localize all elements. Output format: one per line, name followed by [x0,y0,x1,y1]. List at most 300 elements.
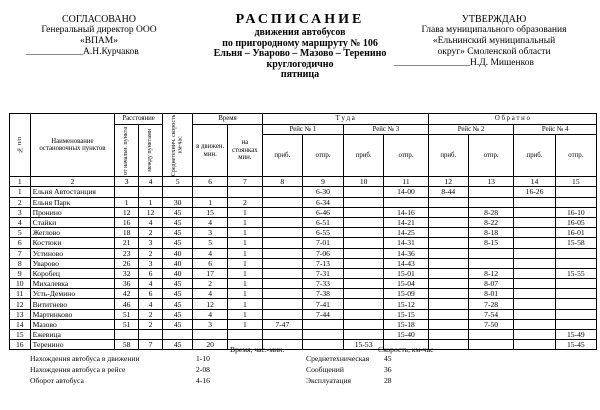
table-cell [428,289,468,299]
table-cell [162,330,192,340]
agreed-line-2: «ВПАМ» [79,36,118,46]
footer-s3-value: 28 [384,376,392,385]
table-cell: 45 [162,207,192,217]
table-cell: 4 [139,217,163,227]
table-cell: 7-54 [468,309,514,319]
table-row [10,289,597,299]
table-row [10,268,597,278]
table-cell: 2 [139,319,163,329]
table-cell [555,299,596,309]
table-cell [193,187,228,197]
stop-name-cell: Пронино [30,207,115,217]
table-cell [344,268,384,278]
table-cell: 6 [139,289,163,299]
table-cell: 15-04 [384,279,428,289]
table-cell: 8-15 [468,238,514,248]
stop-name-cell: Мартинково [30,309,115,319]
table-cell [514,217,555,227]
table-cell: 45 [162,238,192,248]
table-cell: 6 [193,258,228,268]
table-cell: 15-49 [555,330,596,340]
table-cell: 45 [162,217,192,227]
table-cell: 4 [139,279,163,289]
table-cell: 12 [10,299,31,309]
header-from-start: от начальн. пункта [115,125,139,177]
table-cell: 32 [115,268,139,278]
table-cell [428,268,468,278]
table-cell: 1 [228,309,263,319]
approve-line-3: округ» Смоленской области [437,47,551,57]
table-cell [555,279,596,289]
table-cell [428,207,468,217]
header-distance: Расстояние [115,114,163,125]
header-arr: приб. [344,135,384,177]
table-cell [428,228,468,238]
table-cell: 2 [139,309,163,319]
table-cell [262,217,302,227]
table-cell: 45 [162,299,192,309]
table-cell: 15-09 [384,289,428,299]
table-cell: 7-47 [262,319,302,329]
table-cell [344,289,384,299]
table-cell [139,187,163,197]
table-cell: 14-31 [384,238,428,248]
table-row [10,217,597,227]
table-cell: 6 [10,238,31,248]
table-cell: 20 [193,340,228,350]
table-cell: 4 [10,217,31,227]
table-cell: 8-12 [468,268,514,278]
table-cell [262,258,302,268]
footer-t1-label: Нахождения автобуса в движении [30,354,140,363]
table-cell [468,197,514,207]
table-cell: 3 [139,258,163,268]
header-dep: отпр. [555,135,596,177]
table-row [10,309,597,319]
table-cell: 1 [139,197,163,207]
table-cell: 7 [139,340,163,350]
table-cell: 15-53 [344,340,384,350]
table-cell: 9 [10,268,31,278]
table-cell [428,238,468,248]
subtitle-line-3: Ельня – Уварово – Мазово – Теренино [213,48,387,59]
header-back: О б р а т н о [428,114,596,125]
table-cell: 12 [115,207,139,217]
header-in-motion: в движен. мин. [193,125,228,177]
table-cell: 3 [139,238,163,248]
footer-t1-value: 1-10 [196,354,210,363]
table-cell: 15-18 [384,319,428,329]
table-cell: 15-45 [555,340,596,350]
table-cell [262,268,302,278]
table-cell [555,197,596,207]
header-dep: отпр. [384,135,428,177]
table-cell: 13 [10,309,31,319]
table-row [10,299,597,309]
table-cell: 1 [228,228,263,238]
table-cell [344,279,384,289]
table-cell [428,258,468,268]
stop-name-cell: Ежевица [30,330,115,340]
table-cell: 16-26 [514,187,555,197]
table-cell [514,248,555,258]
table-cell: 14-36 [384,248,428,258]
table-cell [514,238,555,248]
table-cell [228,187,263,197]
table-cell [514,299,555,309]
table-cell [514,309,555,319]
table-cell [344,309,384,319]
header-trip-2: Рейс № 2 [428,125,514,135]
table-cell: 40 [162,258,192,268]
table-row [10,330,597,340]
table-cell [468,330,514,340]
table-cell: 14-43 [384,258,428,268]
agreed-line-1: Генеральный директор ООО [41,25,157,35]
table-cell [262,309,302,319]
table-cell: 58 [115,340,139,350]
header-between: между пунктами [139,125,163,177]
table-cell [262,187,302,197]
table-cell: 11 [10,289,31,299]
table-cell [468,187,514,197]
table-cell: 7-31 [302,268,343,278]
table-cell: 2 [10,197,31,207]
table-cell: 14-21 [384,217,428,227]
schedule-table [9,113,597,350]
table-cell [302,330,343,340]
table-cell: 30 [162,197,192,207]
stop-name-cell: Ельня Автостанция [30,187,115,197]
table-cell [344,187,384,197]
table-cell: 15-01 [384,268,428,278]
table-cell: 6 [139,268,163,278]
table-cell: 7-13 [302,258,343,268]
header-dep: отпр. [302,135,343,177]
table-row [10,228,597,238]
table-cell: 16 [115,217,139,227]
table-cell: 8-18 [468,228,514,238]
table-cell: 51 [115,309,139,319]
table-cell: 7-33 [302,279,343,289]
table-cell [514,207,555,217]
table-cell [514,319,555,329]
header-stop-name: Наименование остановочных пунктов [30,114,115,177]
footer-s2-label: Сообщений [306,365,344,374]
table-cell: 16-01 [555,228,596,238]
table-cell [344,197,384,207]
table-cell: 7-38 [302,289,343,299]
table-row [10,248,597,258]
table-cell: 2 [139,248,163,258]
table-cell [468,340,514,350]
table-cell [514,289,555,299]
table-cell: 6-30 [302,187,343,197]
table-cell: 15 [10,330,31,340]
header-trip-4: Рейс № 4 [514,125,597,135]
table-cell: 14-16 [384,207,428,217]
table-cell: 15-58 [555,238,596,248]
table-cell: 1 [228,289,263,299]
table-cell: 6-34 [302,197,343,207]
table-cell [162,187,192,197]
table-cell [428,299,468,309]
table-cell: 45 [162,340,192,350]
table-cell: 1 [228,248,263,258]
table-cell [344,299,384,309]
table-cell [555,258,596,268]
table-cell: 15-40 [384,330,428,340]
table-cell: 8-28 [468,207,514,217]
table-cell: 2 [139,228,163,238]
table-cell [262,248,302,258]
table-cell: 7-50 [468,319,514,329]
table-cell [468,248,514,258]
table-cell: 6-55 [302,228,343,238]
footer-s2-value: 36 [384,365,392,374]
header-at-stops: на стоянках мин. [228,125,263,177]
table-row [10,319,597,329]
table-cell [262,197,302,207]
table-cell: 12 [139,207,163,217]
table-cell: 1 [10,187,31,197]
table-cell [428,319,468,329]
approve-signature: ________________Н.Д. Мишенков [394,58,534,68]
stop-name-cell: Костюки [30,238,115,248]
table-cell: 1 [228,258,263,268]
table-cell: 1 [228,268,263,278]
footer-t2-label: Нахождения автобуса в рейсе [30,365,126,374]
table-row [10,279,597,289]
table-cell: 7 [10,248,31,258]
table-cell [428,197,468,207]
table-cell [514,340,555,350]
footer-speed-title: Скорость, км-час [378,345,434,354]
header-forward: Т у д а [262,114,428,125]
table-cell: 45 [162,319,192,329]
table-cell [344,248,384,258]
table-cell [262,207,302,217]
table-cell: 40 [162,248,192,258]
stop-name-cell: Устиново [30,248,115,258]
table-cell [428,248,468,258]
header-num: № п/п [10,114,31,177]
table-cell [514,197,555,207]
table-cell [384,197,428,207]
table-cell: 6-51 [302,217,343,227]
table-cell [514,330,555,340]
approve-title: УТВЕРЖДАЮ [461,14,527,25]
table-cell [514,279,555,289]
table-cell: 1 [228,319,263,329]
table-cell [428,340,468,350]
table-cell: 14-00 [384,187,428,197]
footer-s3-label: Эксплуатация [306,376,352,385]
table-cell [428,309,468,319]
footer-t3-label: Оборот автобуса [30,376,84,385]
table-cell [139,330,163,340]
table-row [10,207,597,217]
table-cell [302,340,343,350]
table-cell [555,319,596,329]
table-cell: 15-55 [555,268,596,278]
table-cell: 1 [228,299,263,309]
table-cell: 3 [10,207,31,217]
table-cell: 18 [115,228,139,238]
table-cell: 45 [162,228,192,238]
table-cell: 1 [228,238,263,248]
table-cell: 6-46 [302,207,343,217]
table-cell: 14-25 [384,228,428,238]
schedule-body [10,177,597,350]
table-cell [344,217,384,227]
table-cell: 5 [10,228,31,238]
table-cell [115,330,139,340]
table-cell: 45 [162,289,192,299]
table-cell: 5 [193,238,228,248]
subtitle-line-5: пятница [280,69,320,80]
table-cell: 3 [193,228,228,238]
table-cell: 7-41 [302,299,343,309]
header-arr: приб. [262,135,302,177]
approve-line-2: «Ельнинский муниципальный [432,36,556,46]
table-cell: 23 [115,248,139,258]
table-cell [262,330,302,340]
table-cell: 1 [228,207,263,217]
table-cell: 8 [10,258,31,268]
table-cell: 4 [139,299,163,309]
table-cell [555,289,596,299]
table-cell [262,289,302,299]
table-cell [428,279,468,289]
agreed-title: СОГЛАСОВАНО [61,14,137,25]
table-cell: 21 [115,238,139,248]
title-block [180,12,420,81]
subtitle-line-1: движения автобусов [254,27,346,38]
table-cell: 10 [10,279,31,289]
table-cell: 15 [193,207,228,217]
table-cell: 16-05 [555,217,596,227]
table-cell: 8-01 [468,289,514,299]
table-cell [228,330,263,340]
stop-name-cell: Усть-Демино [30,289,115,299]
table-cell: 40 [162,268,192,278]
table-cell: 4 [193,248,228,258]
table-cell: 4 [193,309,228,319]
table-cell: 8-44 [428,187,468,197]
table-cell: 4 [193,217,228,227]
table-cell [262,279,302,289]
stop-name-cell: Уварово [30,258,115,268]
agreed-signature: ____________А.Н.Курчаков [26,47,139,57]
table-cell: 1 [193,197,228,207]
table-row [10,187,597,197]
page-title: РАСПИСАНИЕ [235,12,365,27]
header-trip-3: Рейс № 3 [344,125,429,135]
footer-s1-label: Среднетехническая [306,354,370,363]
table-cell: 1 [115,197,139,207]
header-trip-1: Рейс № 1 [262,125,343,135]
table-cell: 46 [115,299,139,309]
table-cell: 16-10 [555,207,596,217]
footer-time-title: Время, час.-мин. [230,345,285,354]
table-row [10,340,597,350]
table-cell [262,228,302,238]
table-cell: 16 [10,340,31,350]
table-cell: 7-06 [302,248,343,258]
table-cell: 12 [193,299,228,309]
stop-name-cell: Ельня Парк [30,197,115,207]
table-cell [514,268,555,278]
table-cell: 4 [193,289,228,299]
header-avg-speed: Среднетехнич. скорость км-час [162,114,192,177]
table-cell: 7-01 [302,238,343,248]
approve-line-1: Глава муниципального образования [421,25,567,35]
table-cell [344,330,384,340]
table-cell: 7-28 [468,299,514,309]
table-row [10,238,597,248]
table-cell: 15-15 [384,309,428,319]
table-cell [262,238,302,248]
stop-name-cell: Вититнево [30,299,115,309]
table-cell [514,258,555,268]
table-cell [468,258,514,268]
stop-name-cell: Мазово [30,319,115,329]
table-cell: 45 [162,279,192,289]
subtitle-line-4: круглогодично [266,58,334,70]
table-cell [344,238,384,248]
table-cell: 36 [115,279,139,289]
table-cell: 3 [193,319,228,329]
agreed-block [14,0,184,58]
table-cell [344,319,384,329]
table-cell [428,330,468,340]
table-cell [193,330,228,340]
table-cell: 17 [193,268,228,278]
stop-name-cell: Михалевка [30,279,115,289]
table-cell [262,299,302,309]
table-row [10,197,597,207]
table-cell [344,207,384,217]
table-cell [344,228,384,238]
stop-name-cell: Теренино [30,340,115,350]
table-cell: 7-44 [302,309,343,319]
table-cell: 42 [115,289,139,299]
table-cell: 2 [228,197,263,207]
table-cell [302,319,343,329]
footer-t3-value: 4-16 [196,376,210,385]
table-cell [115,187,139,197]
header-dep: отпр. [468,135,514,177]
table-cell: 1 [228,217,263,227]
header-arr: приб. [514,135,555,177]
table-cell [555,248,596,258]
table-cell: 45 [162,309,192,319]
table-cell [514,228,555,238]
stop-name-cell: Жеглово [30,228,115,238]
table-cell [344,258,384,268]
subtitle-line-2: по пригородному маршруту № 106 [222,37,378,49]
table-cell: 8-07 [468,279,514,289]
stop-name-cell: Коробец [30,268,115,278]
table-cell: 2 [193,279,228,289]
stop-name-cell: Стайки [30,217,115,227]
table-cell: 51 [115,319,139,329]
table-cell: 1 [228,279,263,289]
column-number-row: 1 2 3 4 5 6 7 8 9 10 11 12 13 14 15 [10,177,597,187]
table-row [10,258,597,268]
table-cell: 26 [115,258,139,268]
